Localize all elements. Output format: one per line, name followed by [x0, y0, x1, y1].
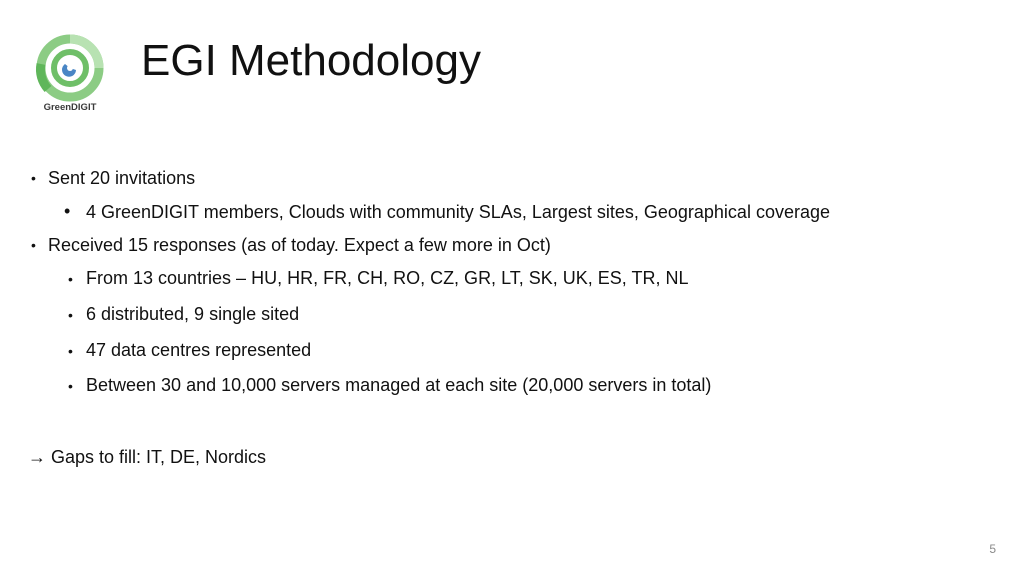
page-number: 5 [989, 542, 996, 556]
bullet-item: Received 15 responses (as of today. Expect a few more in Oct) [48, 235, 551, 255]
bullet-marker: • [68, 307, 73, 323]
slide-title: EGI Methodology [141, 36, 481, 85]
bullet-marker: • [68, 343, 73, 359]
logo-text: GreenDIGIT [43, 102, 97, 113]
gaps-conclusion: → Gaps to fill: IT, DE, Nordics [28, 447, 267, 467]
bullet-marker: • [68, 378, 73, 394]
greendigit-logo [32, 34, 108, 120]
greendigit-logo-icon [32, 34, 108, 102]
bullet-marker: • [68, 271, 73, 287]
bullet-marker: • [31, 170, 36, 186]
bullet-marker: • [64, 201, 71, 221]
bullet-item: From 13 countries – HU, HR, FR, CH, RO, CZ, GR, LT, SK, UK, ES, TR, NL [86, 268, 689, 288]
bullet-item: 47 data centres represented [86, 340, 312, 360]
bullet-item: Between 30 and 10,000 servers managed at each site (20,000 servers in total) [86, 375, 712, 395]
bullet-marker: • [31, 237, 36, 253]
bullet-item: 6 distributed, 9 single sited [86, 304, 300, 324]
bullet-item: 4 GreenDIGIT members, Clouds with community SLAs, Largest sites, Geographical coverage [86, 202, 830, 222]
bullet-item: Sent 20 invitations [48, 168, 196, 188]
